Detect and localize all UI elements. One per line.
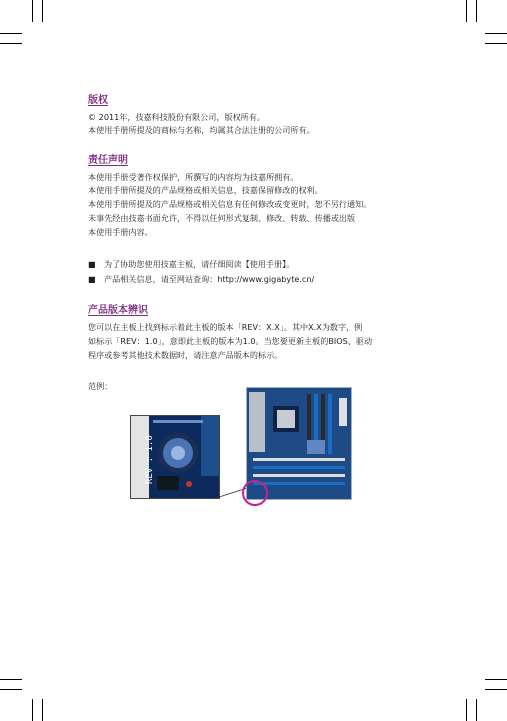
version-line: 程序或参考其他技术数据时，请注意产品版本的标示。 — [88, 350, 283, 360]
crop-mark — [476, 0, 477, 22]
version-line: 如标示「REV：1.0」，意即此主板的版本为1.0。当您要更新主板的BIOS、驱动 — [88, 336, 373, 346]
crop-mark — [0, 689, 22, 690]
copyright-line: 本使用手册所提及的商标与名称，均属其合法注册的公司所有。 — [88, 125, 315, 135]
bullet-item — [88, 274, 314, 285]
bullet-text: 产品相关信息，请至网站查询：http://www.gigabyte.cn/ — [104, 274, 315, 284]
bullet-square-icon: ■ — [88, 259, 96, 269]
crop-mark — [0, 33, 22, 34]
version-title: 产品版本辨识 — [88, 305, 148, 316]
crop-mark — [476, 699, 477, 721]
crop-mark — [42, 0, 43, 22]
crop-mark — [0, 679, 22, 680]
responsibility-line: 本使用手册所提及的产品规格或相关信息，技嘉保留修改的权利。 — [88, 185, 323, 195]
responsibility-line: 未事先经由技嘉书面允许，不得以任何形式复制、修改、转载、传播或出版 — [88, 213, 356, 223]
bullet-item — [88, 259, 294, 270]
bullet-text: 为了协助您使用技嘉主板，请仔细阅读【使用手册】。 — [104, 259, 295, 269]
copyright-line: © 2011年，技嘉科技股份有限公司，版权所有。 — [88, 112, 265, 122]
crop-mark — [485, 43, 507, 44]
rev-closeup-image — [130, 415, 220, 499]
copyright-title: 版权 — [88, 95, 108, 106]
responsibility-title: 责任声明 — [88, 155, 128, 166]
crop-mark — [466, 699, 467, 721]
crop-mark — [32, 0, 33, 22]
version-line: 您可以在主板上找到标示着此主板的版本「REV：X.X」。其中X.X为数字，例 — [88, 322, 363, 332]
crop-mark — [466, 0, 467, 22]
responsibility-line: 本使用手册受著作权保护，所撰写的内容均为技嘉所拥有。 — [88, 172, 299, 182]
responsibility-line: 本使用手册内容。 — [88, 227, 153, 237]
rev-highlight-circle — [242, 480, 268, 506]
crop-mark — [485, 679, 507, 680]
rev-marking: REV : 1.0 — [145, 435, 155, 484]
crop-mark — [32, 699, 33, 721]
crop-mark — [485, 33, 507, 34]
example-label: 范例： — [88, 381, 113, 391]
bullet-square-icon: ■ — [88, 274, 96, 284]
crop-mark — [42, 699, 43, 721]
responsibility-line: 本使用手册所提及的产品规格或相关信息有任何修改或变更时，恕不另行通知。 — [88, 199, 372, 209]
crop-mark — [485, 689, 507, 690]
crop-mark — [0, 43, 22, 44]
